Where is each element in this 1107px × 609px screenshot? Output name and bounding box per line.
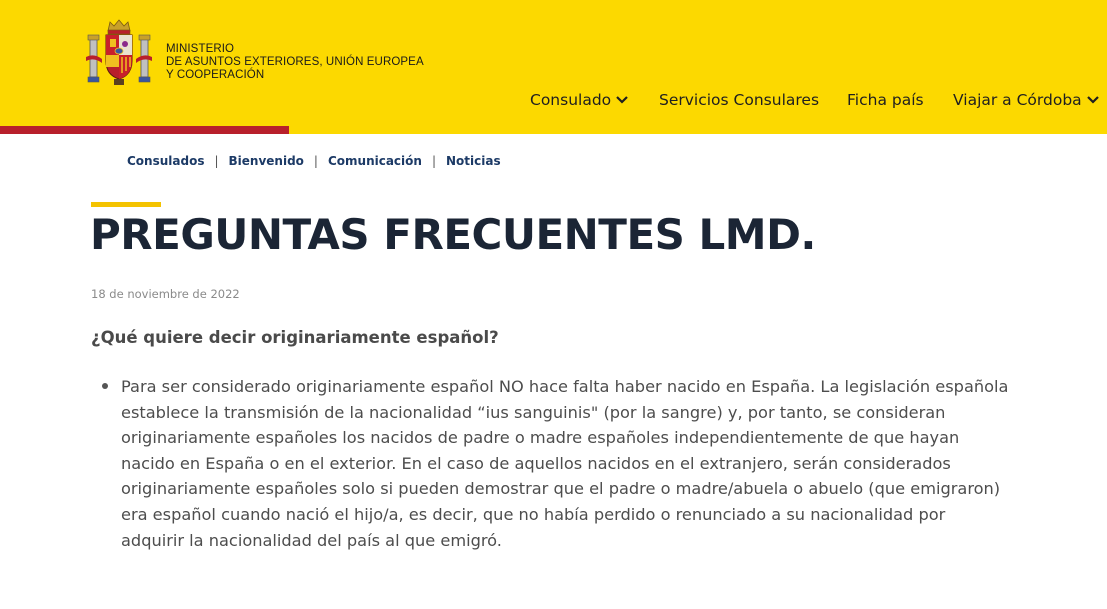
breadcrumb-link-noticias[interactable]: Noticias [446,154,501,168]
coat-of-arms-logo[interactable] [84,17,154,91]
header-stripe-red [0,126,289,134]
breadcrumb-link-consulados[interactable]: Consulados [127,154,205,168]
publish-date: 18 de noviembre de 2022 [91,287,240,301]
breadcrumb-separator: | [313,154,318,168]
chevron-down-icon [615,95,629,105]
answer-line: adquirir la nacionalidad del país al que emigró. [121,530,502,550]
answer-line: originariamente españoles solo si pueden demostrar que el padre o madre/abuela o abuelo (que emigraron) [121,479,1001,499]
ministry-name[interactable] [166,43,424,82]
breadcrumb-separator: | [431,154,436,168]
ministry-line: Y COOPERACIÓN [166,69,265,81]
answer-line: establece la transmisión de la nacionalidad “ius sanguinis" (por la sangre) y, por tanto, se consideran [121,402,946,422]
breadcrumb [127,154,501,168]
answer-line: Para ser considerado originariamente español NO hace falta haber nacido en España. La legislación española [121,377,1009,396]
nav-item-ficha-pais[interactable] [847,88,924,112]
nav-item-label: Viajar a Córdoba [953,91,1082,109]
ministry-line: DE ASUNTOS EXTERIORES, UNIÓN EUROPEA [166,56,424,68]
chevron-down-icon [1086,95,1100,105]
nav-item-label: Servicios Consulares [659,91,820,109]
breadcrumb-separator: | [214,154,219,168]
answer-line: nacido en España o en el exterior. En el caso de aquellos nacidos en el extranjero, serán considerados [121,453,951,473]
header-stripe-yellow [289,126,1107,134]
faq-answer-list [97,374,1057,553]
nav-item-label: Consulado [530,91,612,109]
faq-question: ¿Qué quiere decir originariamente español? [91,328,499,347]
answer-line: era español cuando nació el hijo/a, es decir, que no había perdido o renunciado a su nacionalidad por [121,504,946,524]
ministry-line: MINISTERIO [166,43,235,55]
main-nav [0,88,1107,114]
breadcrumb-link-comunicacion[interactable]: Comunicación [327,154,422,168]
faq-answer-item [97,374,1057,553]
answer-line: originariamente españoles los nacidos de padre o madre españoles independientemente de que hayan [121,428,960,448]
page-title: PREGUNTAS FRECUENTES LMD. [90,210,816,259]
breadcrumb-link-bienvenido[interactable]: Bienvenido [228,154,304,168]
nav-item-consulado[interactable] [530,88,629,112]
nav-item-viajar-cordoba[interactable] [953,88,1100,112]
nav-item-label: Ficha país [847,91,924,109]
nav-item-servicios-consulares[interactable] [659,88,819,112]
title-accent-bar [91,202,161,207]
